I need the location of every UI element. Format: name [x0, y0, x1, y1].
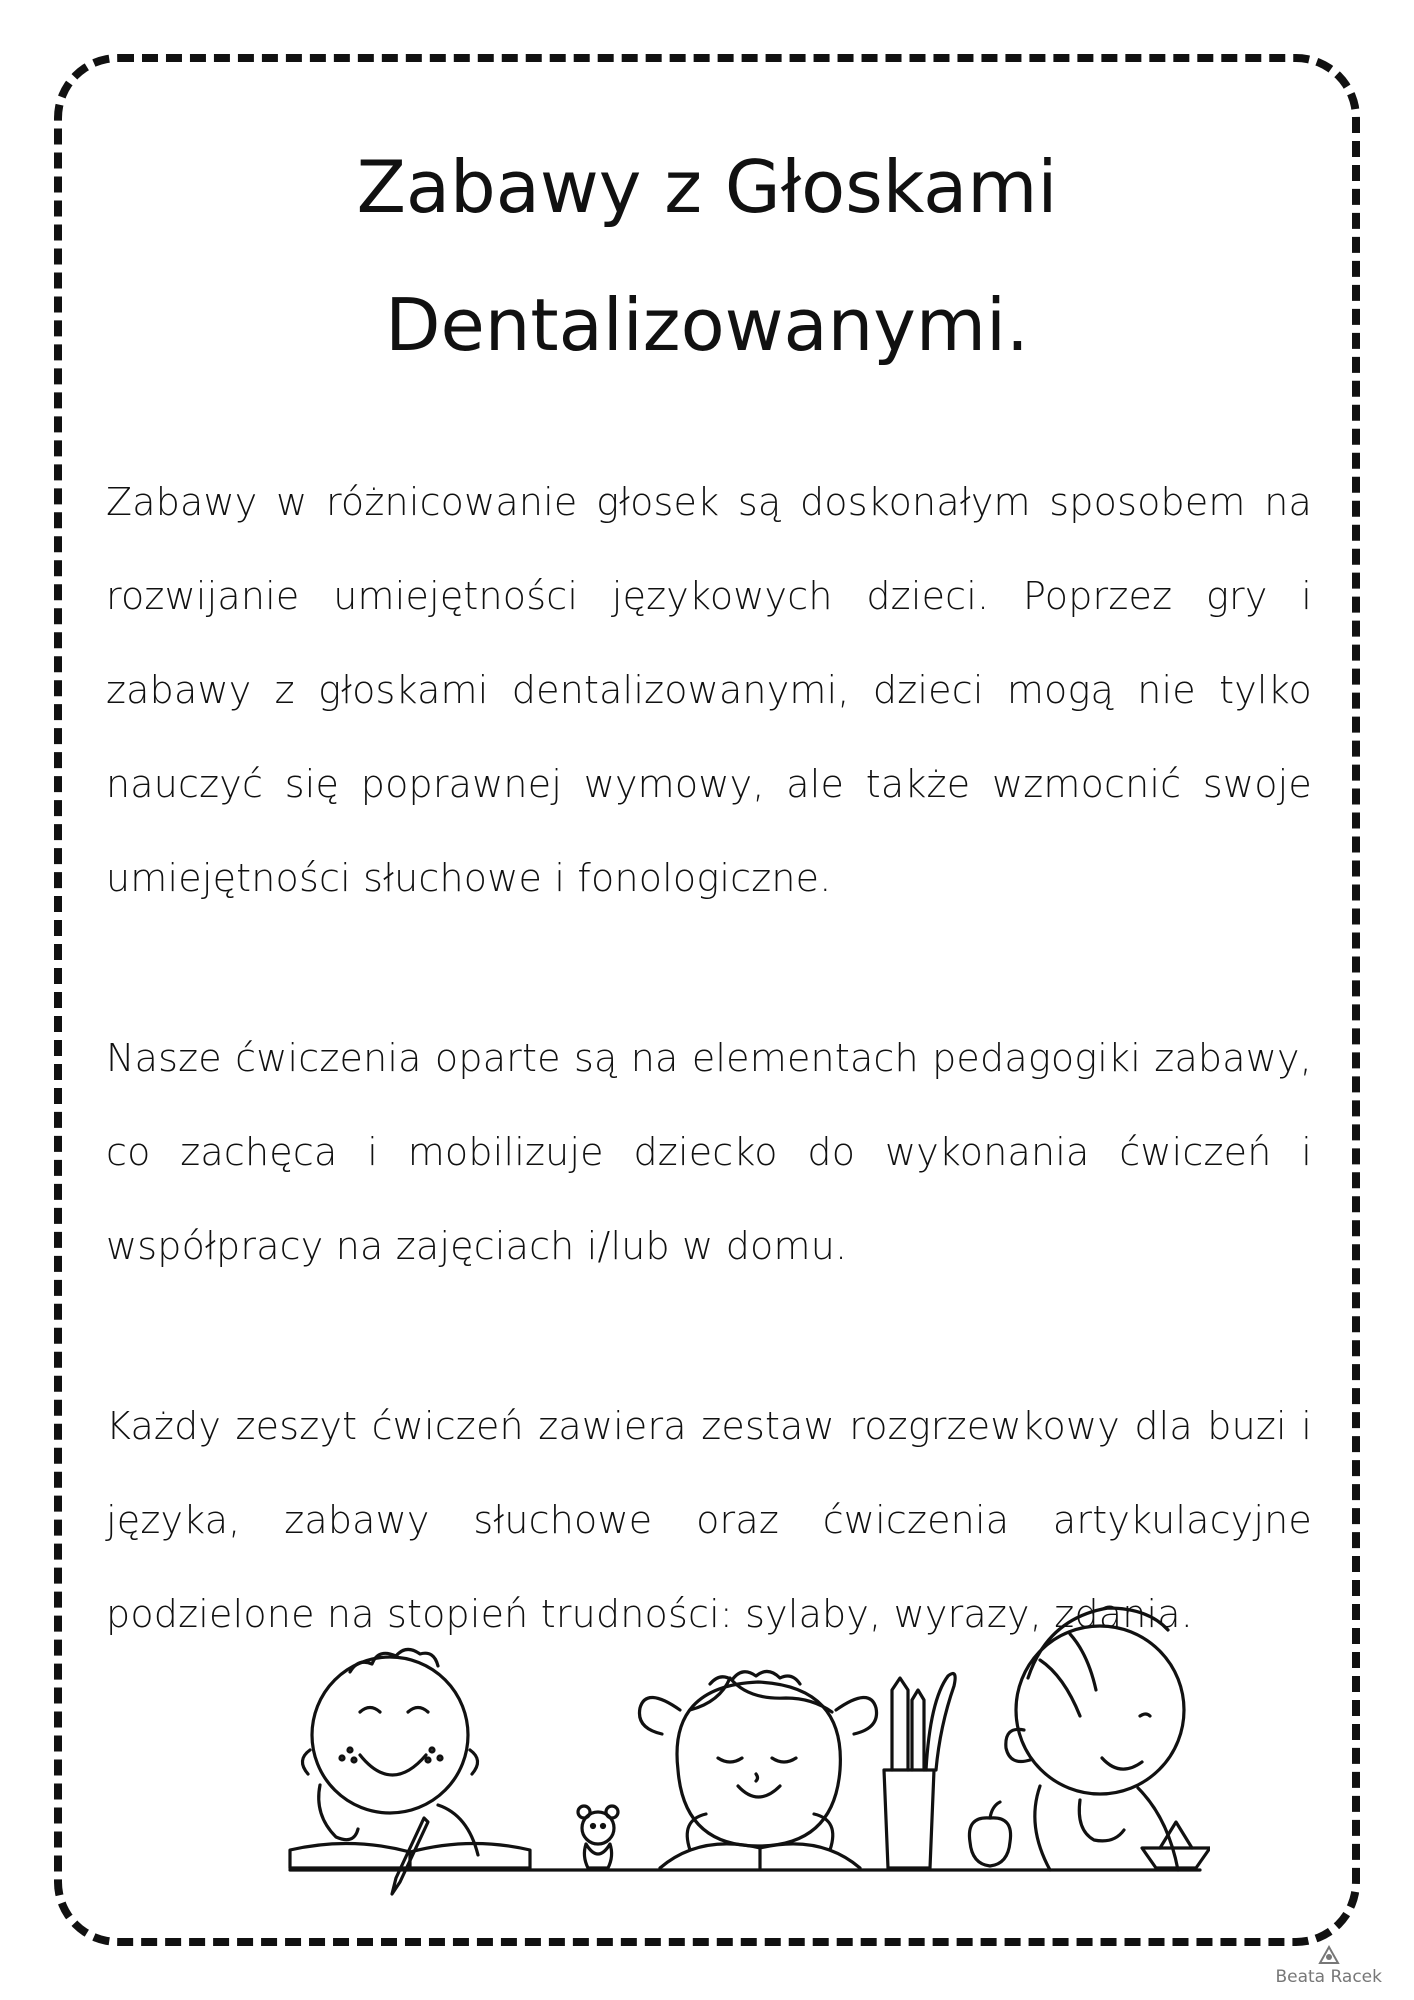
paragraph-intro: Zabawy w różnicowanie głosek są doskonałym sposobem na rozwijanie umiejętności językowych dzieci. Poprzez gry i zabawy z głoskami dentalizowanymi, dzieci mogą nie tylko nauczyć się poprawnej wymowy, ale także wzmocnić swoje umiejętności słuchowe i fonologiczne.: [106, 480, 1312, 900]
boy-right-figure: [1006, 1608, 1184, 1870]
boy-left-figure: [290, 1649, 530, 1894]
paragraph-contents: Każdy zeszyt ćwiczeń zawiera zestaw rozgrzewkowy dla buzi i języka, zabawy słuchowe oraz ćwiczenia artykulacyjne podzielone na stopień trudności: sylaby, wyrazy, zdania.: [106, 1404, 1312, 1636]
title-line-1: Zabawy z Głoskami: [356, 145, 1058, 229]
paragraph-method: Nasze ćwiczenia oparte są na elementach pedagogiki zabawy, co zachęca i mobilizuje dziecko do wykonania ćwiczeń i współpracy na zajęciach i/lub w domu.: [106, 1036, 1312, 1268]
brand-name: Beata Racek: [1275, 1967, 1382, 1987]
body-text: [106, 455, 1312, 1661]
teddy-bear-figure: [578, 1806, 618, 1868]
apple-figure: [969, 1802, 1010, 1866]
brand-mark: [1275, 1944, 1382, 1986]
girl-center-figure: [639, 1671, 876, 1868]
pencil-cup-figure: [884, 1674, 955, 1868]
page-title: [110, 118, 1304, 394]
brand-logo-icon: [1317, 1944, 1341, 1966]
title-line-2: Dentalizowanymi.: [385, 283, 1029, 367]
children-reading-illustration-icon: [280, 1600, 1210, 1900]
